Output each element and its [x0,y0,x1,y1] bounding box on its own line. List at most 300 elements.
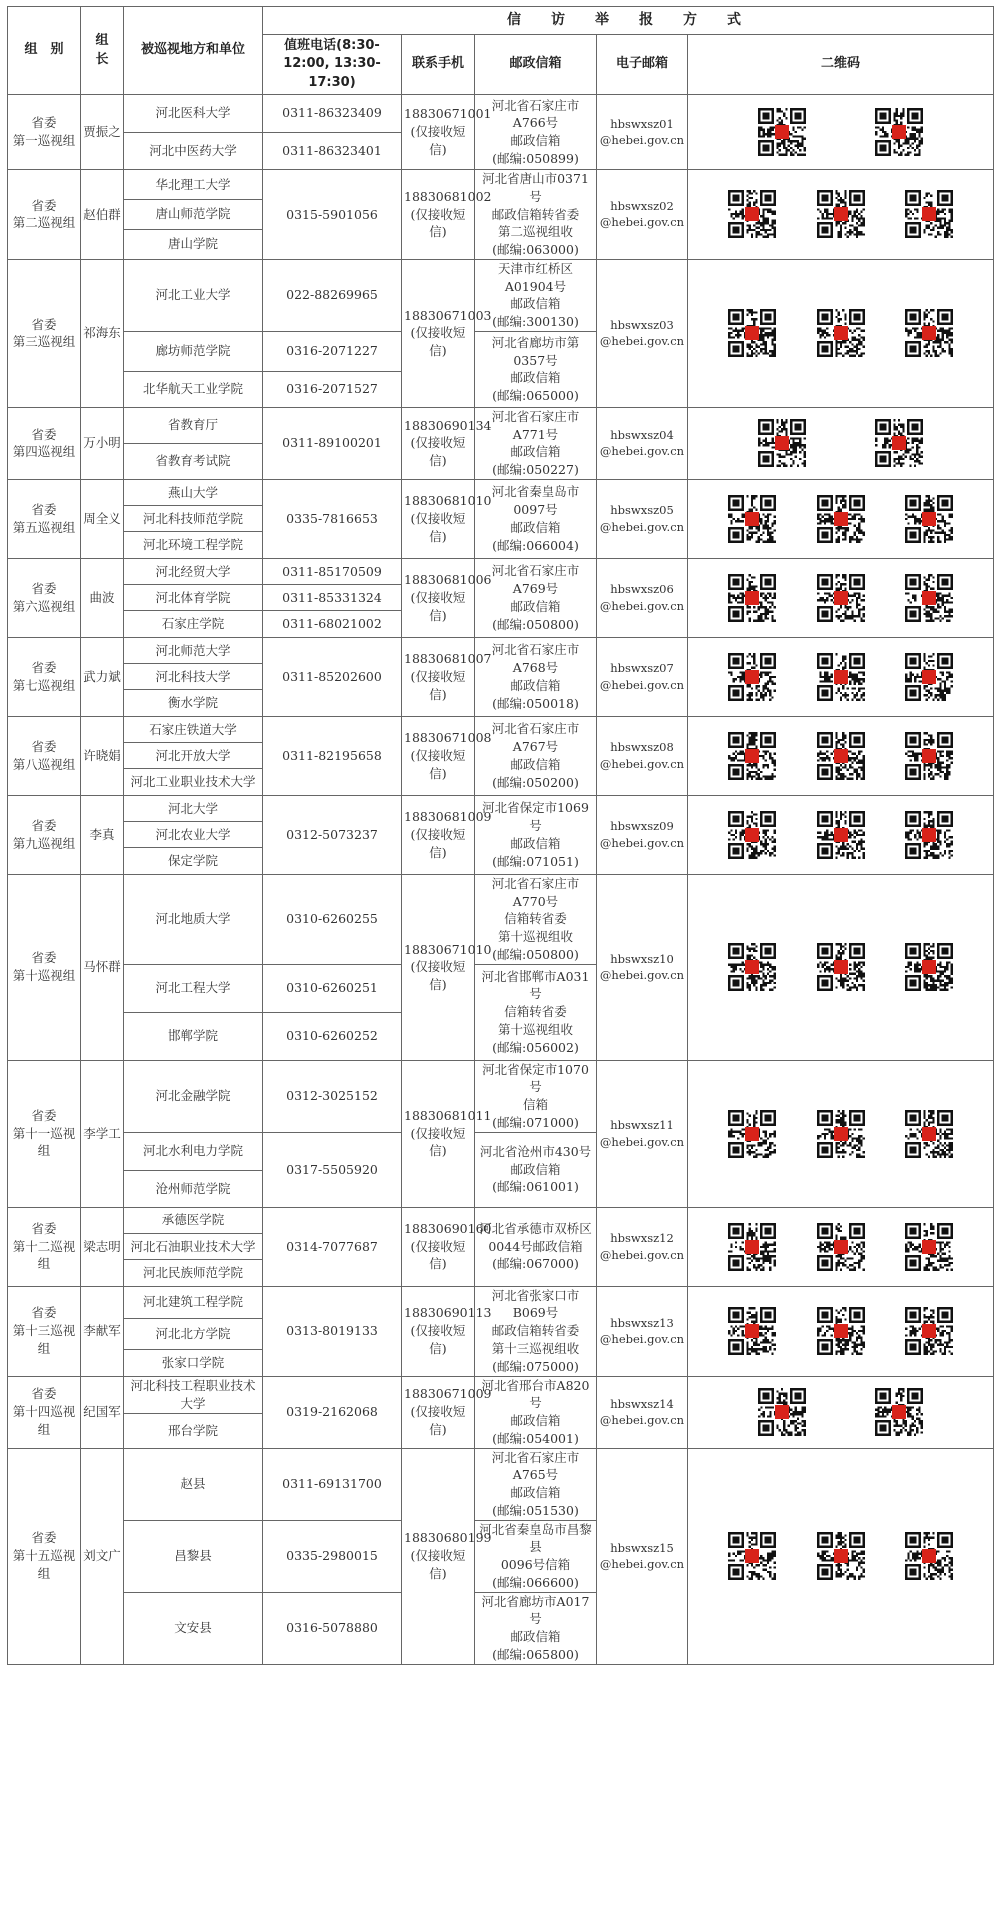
text-line: 第十巡视组收 [497,929,573,944]
report-email[interactable] [597,795,688,874]
group-name [8,1376,81,1448]
qr-seal-logo [775,436,789,450]
target-unit: 河北石油职业技术大学 [124,1233,263,1259]
group-name [8,170,81,260]
qr-codes [688,716,994,795]
qr-codes [688,1448,994,1664]
group-leader: 武力斌 [81,637,124,716]
target-unit: 沧州师范学院 [124,1170,263,1207]
text-line: 邮政信箱 [510,756,561,772]
qr-code[interactable] [905,1110,953,1158]
qr-code[interactable] [817,1223,865,1271]
text-line: 第十一巡视组 [12,1125,76,1159]
text-line: 河北省石家庄市A768号 [491,642,580,675]
group-leader: 祁海东 [81,259,124,407]
text-line: (邮编:054001) [492,1430,579,1446]
text-line: (邮编:061001) [492,1179,579,1195]
text-line: 第二巡视组 [12,215,76,231]
text-line: hbswxsz03 [610,317,674,332]
qr-seal-logo [922,1127,936,1141]
text-line: 第十巡视组 [12,968,76,984]
qr-code[interactable] [905,653,953,701]
qr-seal-logo [745,1240,759,1254]
text-line: 河北省廊坊市A017号 [481,1593,590,1627]
target-unit: 河北科技大学 [124,664,263,690]
qr-code[interactable] [905,732,953,780]
header-email: 电子邮箱 [597,35,688,95]
text-line: 18830690113 [404,1305,492,1321]
qr-code[interactable] [728,811,776,859]
text-line: @hebei.gov.cn [599,968,685,983]
qr-seal-logo [922,960,936,974]
qr-code-row [688,717,993,795]
text-line: hbswxsz01 [610,116,674,131]
table-row [8,795,994,821]
report-email[interactable] [597,259,688,407]
table-row [8,1060,994,1132]
qr-seal-logo [922,828,936,842]
qr-code[interactable] [728,943,776,991]
text-line: hbswxsz08 [610,740,674,755]
report-email[interactable] [597,716,688,795]
postal-box [475,1060,597,1132]
qr-codes [688,259,994,407]
qr-code[interactable] [905,495,953,543]
qr-code[interactable] [817,653,865,701]
text-line: 18830681009 [404,809,492,825]
text-line: 信箱转省委 [504,911,567,927]
text-line: 第五巡视组 [12,519,76,535]
qr-seal-logo [834,670,848,684]
text-line: 第一巡视组 [12,133,76,148]
text-line: 邮政信箱 [510,1413,561,1428]
qr-code[interactable] [817,1532,865,1580]
qr-code[interactable] [875,108,923,156]
table-row [8,558,994,584]
qr-seal-logo [745,1324,759,1338]
text-line: 第八巡视组 [12,756,76,772]
qr-code-row [688,95,993,169]
text-line: 河北省石家庄市A769号 [491,563,580,596]
text-line: (仅接收短信) [410,124,466,157]
text-line: (仅接收短信) [410,1125,466,1159]
header-mobile: 联系手机 [402,35,475,95]
contact-mobile [402,407,492,479]
target-unit: 石家庄铁道大学 [124,716,263,742]
qr-code[interactable] [728,1110,776,1158]
text-line: 第二巡视组收 [497,224,573,240]
text-line: 18830681010 [404,493,492,509]
text-line: (邮编:056002) [492,1039,579,1055]
target-unit: 河北中医药大学 [124,132,263,170]
qr-seal-logo [775,1405,789,1419]
text-line: 18830671003 [404,307,492,323]
text-line: 河北省保定市1070号 [482,1061,589,1095]
text-line: (邮编:051530) [492,1502,579,1518]
table-row [8,1448,994,1520]
text-line: 省委 [31,1386,57,1402]
report-email[interactable] [597,1286,688,1376]
group-leader: 周全义 [81,479,124,558]
text-line: (仅接收短信) [410,959,466,992]
qr-code[interactable] [905,1532,953,1580]
qr-code[interactable] [905,574,953,622]
group-name [8,874,81,1060]
qr-codes [688,95,994,170]
target-unit: 河北科技师范学院 [124,506,263,532]
target-unit: 河北大学 [124,795,263,821]
header-postal: 邮政信箱 [475,35,597,95]
duty-phone: 0335-7816653 [263,479,402,558]
duty-phone: 0310-6260255 [263,874,402,964]
text-line: 信箱转省委 [504,1004,567,1020]
postal-box [475,1132,597,1207]
group-leader: 李学工 [81,1060,124,1207]
text-line: @hebei.gov.cn [599,215,685,230]
duty-phone: 022-88269965 [263,259,402,331]
text-line: 邮政信箱 [510,1161,561,1177]
qr-code[interactable] [758,1388,806,1436]
postal-box [475,95,597,170]
group-leader: 马怀群 [81,874,124,1060]
text-line: hbswxsz09 [610,819,674,834]
text-line: (仅接收短信) [410,325,466,359]
postal-box [475,479,597,558]
text-line: 18830690134 [404,417,492,433]
qr-code[interactable] [905,190,953,238]
postal-box [475,795,597,874]
group-name [8,1207,81,1286]
report-email[interactable] [597,407,688,479]
duty-phone: 0311-85202600 [263,637,402,716]
qr-code[interactable] [817,943,865,991]
duty-phone: 0316-2071227 [263,331,402,371]
inspection-contact-table-wrapper [7,6,993,1665]
text-line: 邮政信箱 [510,133,561,148]
qr-codes [688,1060,994,1207]
contact-mobile [402,1060,492,1207]
contact-mobile [402,170,492,260]
text-line: @hebei.gov.cn [599,133,685,147]
duty-phone: 0311-82195658 [263,716,402,795]
text-line: (仅接收短信) [410,1548,466,1581]
table-row [8,407,994,443]
text-line: 邮政信箱 [510,296,561,312]
text-line: 省委 [31,581,57,596]
qr-code-row [688,796,993,874]
text-line: 18830681006 [404,572,492,588]
table-row [8,479,994,505]
qr-code[interactable] [728,190,776,238]
table-body [8,95,994,1665]
target-unit: 河北经贸大学 [124,558,263,584]
qr-codes [688,407,994,479]
text-line: hbswxsz07 [610,661,674,676]
target-unit: 省教育厅 [124,407,263,443]
qr-seal-logo [834,512,848,526]
text-line: 0044号邮政信箱 [488,1238,583,1254]
qr-seal-logo [834,326,848,340]
qr-code[interactable] [875,1388,923,1436]
text-line: (仅接收短信) [410,435,466,469]
group-name [8,1286,81,1376]
target-unit: 唐山师范学院 [124,199,263,229]
contact-mobile [402,637,492,716]
text-line: 邮政信箱 [510,677,561,693]
target-unit: 河北水利电力学院 [124,1132,263,1170]
qr-seal-logo [892,1405,906,1419]
header-qr: 二维码 [688,35,994,95]
qr-code[interactable] [905,811,953,859]
table-row [8,1286,994,1318]
qr-codes [688,170,994,260]
contact-mobile [402,1448,492,1664]
target-unit: 河北建筑工程学院 [124,1286,263,1318]
report-email[interactable] [597,1060,688,1207]
text-line: hbswxsz02 [610,199,674,214]
text-line: hbswxsz05 [610,503,674,518]
report-email[interactable] [597,558,688,637]
group-name [8,407,81,479]
qr-code[interactable] [758,108,806,156]
qr-code[interactable] [817,574,865,622]
text-line: (邮编:050800) [492,946,579,962]
qr-seal-logo [892,125,906,139]
target-unit: 张家口学院 [124,1350,263,1376]
qr-code-row [688,1377,993,1448]
postal-box [475,874,597,964]
qr-codes [688,874,994,1060]
text-line: 邮政信箱 [510,444,561,460]
text-line: hbswxsz14 [610,1396,674,1411]
text-line: 18830671008 [404,730,492,746]
duty-phone: 0310-6260251 [263,964,402,1012]
text-line: @hebei.gov.cn [599,334,685,349]
qr-code[interactable] [758,419,806,467]
text-line: (邮编:050800) [492,616,579,632]
report-email[interactable] [597,170,688,260]
qr-code[interactable] [905,1307,953,1355]
text-line: 18830671001 [404,106,492,122]
group-leader: 李真 [81,795,124,874]
text-line: 省委 [31,950,57,966]
text-line: 第六巡视组 [12,598,76,614]
qr-seal-logo [922,512,936,526]
text-line: 邮政信箱转省委 [491,206,580,222]
qr-code[interactable] [817,309,865,357]
qr-code[interactable] [905,1223,953,1271]
group-name [8,716,81,795]
contact-mobile [402,1376,492,1448]
text-line: (邮编:065800) [492,1646,579,1662]
report-email[interactable] [597,874,688,1060]
qr-seal-logo [745,960,759,974]
target-unit: 承德医学院 [124,1207,263,1233]
text-line: 信箱 [522,1097,548,1112]
group-leader: 刘文广 [81,1448,124,1664]
qr-code[interactable] [817,732,865,780]
qr-code[interactable] [728,495,776,543]
postal-box [475,1520,597,1592]
report-email[interactable] [597,95,688,170]
text-line: 省委 [31,1220,57,1236]
text-line: 邮政信箱 [510,1485,561,1500]
qr-code[interactable] [728,574,776,622]
text-line: (仅接收短信) [410,1404,466,1437]
qr-seal-logo [922,591,936,605]
qr-code[interactable] [905,943,953,991]
postal-box [475,637,597,716]
qr-seal-logo [745,1127,759,1141]
report-email[interactable] [597,1448,688,1664]
text-line: @hebei.gov.cn [599,835,685,850]
postal-box [475,407,597,479]
target-unit: 河北师范大学 [124,637,263,663]
text-line: 省委 [31,1107,57,1123]
group-name [8,637,81,716]
qr-seal-logo [745,512,759,526]
qr-seal-logo [922,1240,936,1254]
group-name [8,1448,81,1664]
contact-mobile [402,558,492,637]
qr-seal-logo [922,326,936,340]
qr-code[interactable] [817,1307,865,1355]
qr-seal-logo [834,960,848,974]
qr-seal-logo [745,591,759,605]
text-line: (仅接收短信) [410,1323,466,1356]
qr-code[interactable] [728,309,776,357]
text-line: 省委 [31,502,57,517]
qr-code[interactable] [875,419,923,467]
postal-box [475,964,597,1060]
text-line: @hebei.gov.cn [599,1557,685,1571]
header-phone: 值班电话(8:30-12:00, 13:30-17:30) [263,35,402,95]
table-row [8,1207,994,1233]
report-email[interactable] [597,1376,688,1448]
text-line: 18830680199 [404,1530,492,1546]
text-line: (仅接收短信) [410,589,466,623]
qr-seal-logo [834,1240,848,1254]
group-name [8,795,81,874]
table-row [8,95,994,133]
text-line: 河北省石家庄市A770号 [491,875,580,909]
report-email[interactable] [597,1207,688,1286]
target-unit: 河北体育学院 [124,585,263,611]
text-line: hbswxsz04 [610,427,674,442]
target-unit: 衡水学院 [124,690,263,716]
qr-seal-logo [745,749,759,763]
text-line: @hebei.gov.cn [599,677,685,692]
postal-box [475,716,597,795]
target-unit: 河北农业大学 [124,822,263,848]
text-line: 河北省廊坊市第0357号 [491,334,580,368]
target-unit: 河北医科大学 [124,95,263,133]
group-name [8,479,81,558]
text-line: (邮编:071000) [492,1114,579,1130]
report-email[interactable] [597,637,688,716]
qr-seal-logo [834,1127,848,1141]
text-line: 省委 [31,660,57,675]
report-email[interactable] [597,479,688,558]
target-unit: 河北北方学院 [124,1318,263,1349]
text-line: 河北省承德市双桥区 [479,1220,592,1236]
text-line: 0096号信箱 [500,1557,571,1572]
group-leader: 万小明 [81,407,124,479]
target-unit: 河北金融学院 [124,1060,263,1132]
group-name [8,1060,81,1207]
text-line: 省委 [31,739,57,754]
text-line: 河北省石家庄市A771号 [491,408,580,442]
table-row [8,874,994,964]
duty-phone: 0310-6260252 [263,1012,402,1060]
group-leader: 梁志明 [81,1207,124,1286]
qr-code[interactable] [728,653,776,701]
qr-seal-logo [745,207,759,221]
contact-mobile [402,795,492,874]
qr-code[interactable] [817,1110,865,1158]
qr-code[interactable] [817,811,865,859]
qr-seal-logo [834,1324,848,1338]
text-line: 河北省张家口市B069号 [491,1287,580,1321]
header-methods: 信 访 举 报 方 式 [263,7,994,35]
qr-seal-logo [745,326,759,340]
text-line: (邮编:050200) [492,774,579,790]
duty-phone: 0311-86323401 [263,132,402,170]
text-line: 第三巡视组 [12,334,76,350]
contact-mobile [402,716,492,795]
text-line: 省委 [31,115,57,131]
qr-codes [688,1207,994,1286]
qr-code[interactable] [728,1307,776,1355]
qr-seal-logo [922,207,936,221]
text-line: (邮编:063000) [492,242,579,257]
text-line: (邮编:050227) [492,462,579,477]
target-unit: 河北环境工程学院 [124,532,263,558]
text-line: (仅接收短信) [410,1238,466,1272]
group-leader: 纪国军 [81,1376,124,1448]
postal-box [475,1592,597,1664]
text-line: hbswxsz10 [610,951,674,966]
duty-phone: 0316-5078880 [263,1592,402,1664]
target-unit: 河北工业职业技术大学 [124,769,263,795]
qr-code[interactable] [728,732,776,780]
text-line: (邮编:300130) [492,314,579,329]
text-line: (邮编:067000) [492,1256,579,1272]
text-line: (仅接收短信) [410,668,466,702]
text-line: 河北省保定市1069号 [482,800,589,833]
qr-code[interactable] [728,1223,776,1271]
group-leader: 曲波 [81,558,124,637]
text-line: 天津市红桥区A01904号 [497,260,573,294]
group-leader: 李献军 [81,1286,124,1376]
qr-code[interactable] [817,190,865,238]
text-line: 第七巡视组 [12,677,76,693]
qr-seal-logo [775,125,789,139]
qr-code[interactable] [905,309,953,357]
qr-seal-logo [834,1549,848,1563]
group-leader: 赵伯群 [81,170,124,260]
qr-code-row [688,875,993,1060]
text-line: 第十四巡视组 [12,1404,76,1437]
qr-codes [688,1286,994,1376]
qr-codes [688,637,994,716]
text-line: 邮政信箱 [510,598,561,614]
duty-phone: 0311-85170509 [263,558,402,584]
qr-code[interactable] [728,1532,776,1580]
qr-code[interactable] [817,495,865,543]
text-line: 省委 [31,818,57,833]
qr-code-row [688,1208,993,1286]
